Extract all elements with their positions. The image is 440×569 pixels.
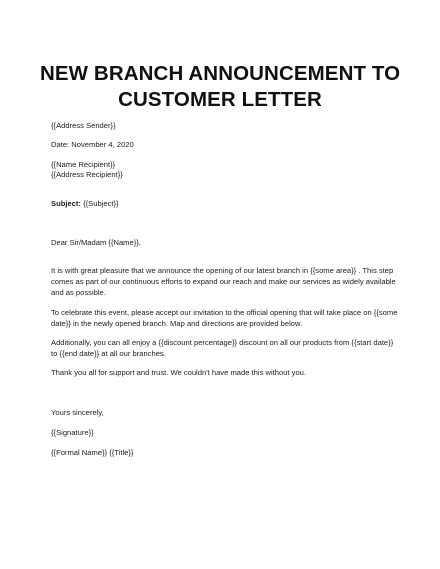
letter-date: Date: November 4, 2020: [51, 140, 134, 149]
paragraph-invitation: [51, 307, 396, 329]
paragraph-line: It is with great pleasure that we announce the opening of our latest branch in {{some area}} . This step: [51, 266, 394, 275]
sender-address: {{Address Sender}}: [51, 121, 116, 130]
salutation: Dear Sir/Madam {{Name}},: [51, 238, 141, 247]
formal-name-title: {{Formal Name}} {{Title}}: [51, 448, 134, 457]
document-title-line-2: CUSTOMER LETTER: [118, 88, 322, 111]
closing: Yours sincerely,: [51, 408, 104, 417]
paragraph-discount: [51, 337, 396, 359]
paragraph-line: Additionally, you can all enjoy a {{discount percentage}} discount on all our products from {{start date}}: [51, 338, 394, 347]
recipient-address: {{Address Recipient}}: [51, 170, 123, 179]
subject-value: {{Subject}}: [80, 199, 119, 208]
subject-line: [51, 198, 119, 209]
paragraph-line: and as possible.: [51, 288, 106, 297]
signature: {{Signature}}: [51, 428, 94, 437]
paragraph-line: To celebrate this event, please accept our invitation to the official opening that will take place on {{some: [51, 308, 398, 317]
paragraph-thanks: Thank you all for support and trust. We couldn't have made this without you.: [51, 368, 306, 377]
paragraph-line: to {{end date}} at all our branches.: [51, 349, 166, 358]
document-title-line-1: NEW BRANCH ANNOUNCEMENT TO: [40, 62, 401, 85]
paragraph-opening: [51, 265, 396, 298]
recipient-name: {{Name Recipient}}: [51, 160, 116, 169]
subject-label: Subject:: [51, 199, 81, 208]
paragraph-line: comes as part of our continuous efforts to expand our reach and make our services as widely available: [51, 277, 396, 286]
paragraph-line: date}} in the newly opened branch. Map and directions are provided below.: [51, 319, 303, 328]
